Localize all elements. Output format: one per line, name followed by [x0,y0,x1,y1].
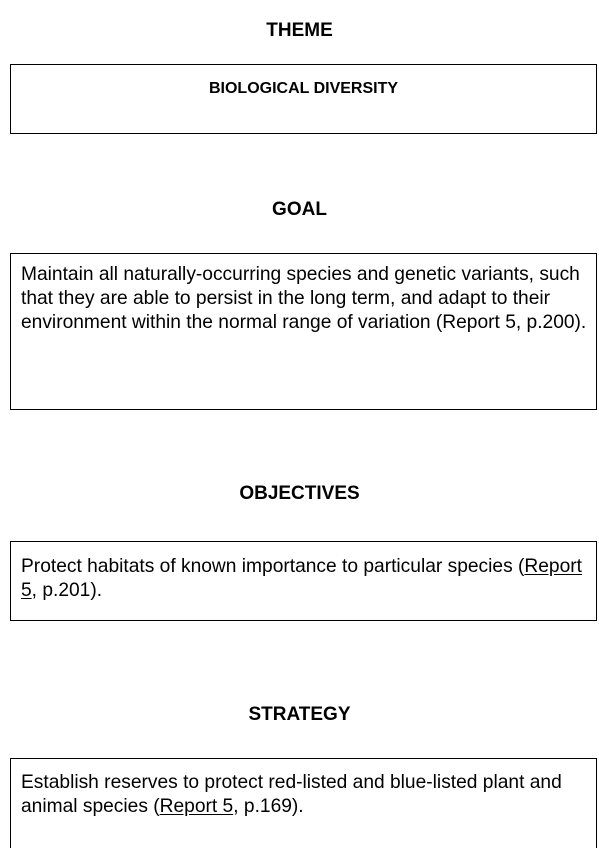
theme-heading: THEME [266,20,333,41]
strategy-box [10,758,597,848]
objectives-text-before: Protect habitats of known importance to particular species ( [21,556,525,577]
strategy-text-before: Establish reserves to protect red-listed and blue-listed plant and animal species ( [21,772,562,817]
strategy-text [11,759,596,819]
strategy-report-link[interactable]: Report 5 [159,796,234,817]
objectives-heading: OBJECTIVES [239,483,360,504]
goal-text: Maintain all naturally-occurring species and genetic variants, such that they are able to persist in the long term, and adapt to their environment within the normal range of variation (Report 5, p.200). [21,264,587,333]
objectives-report-link[interactable]: Report 5 [21,556,582,601]
strategy-heading: STRATEGY [248,704,351,725]
strategy-text-after: , p.169). [233,796,304,817]
goal-box [10,253,597,410]
objectives-text [11,542,596,603]
theme-box [10,64,597,134]
objectives-box [10,541,597,621]
theme-text: BIOLOGICAL DIVERSITY [208,80,399,97]
objectives-text-after: , p.201). [31,580,103,601]
goal-heading: GOAL [272,199,327,220]
